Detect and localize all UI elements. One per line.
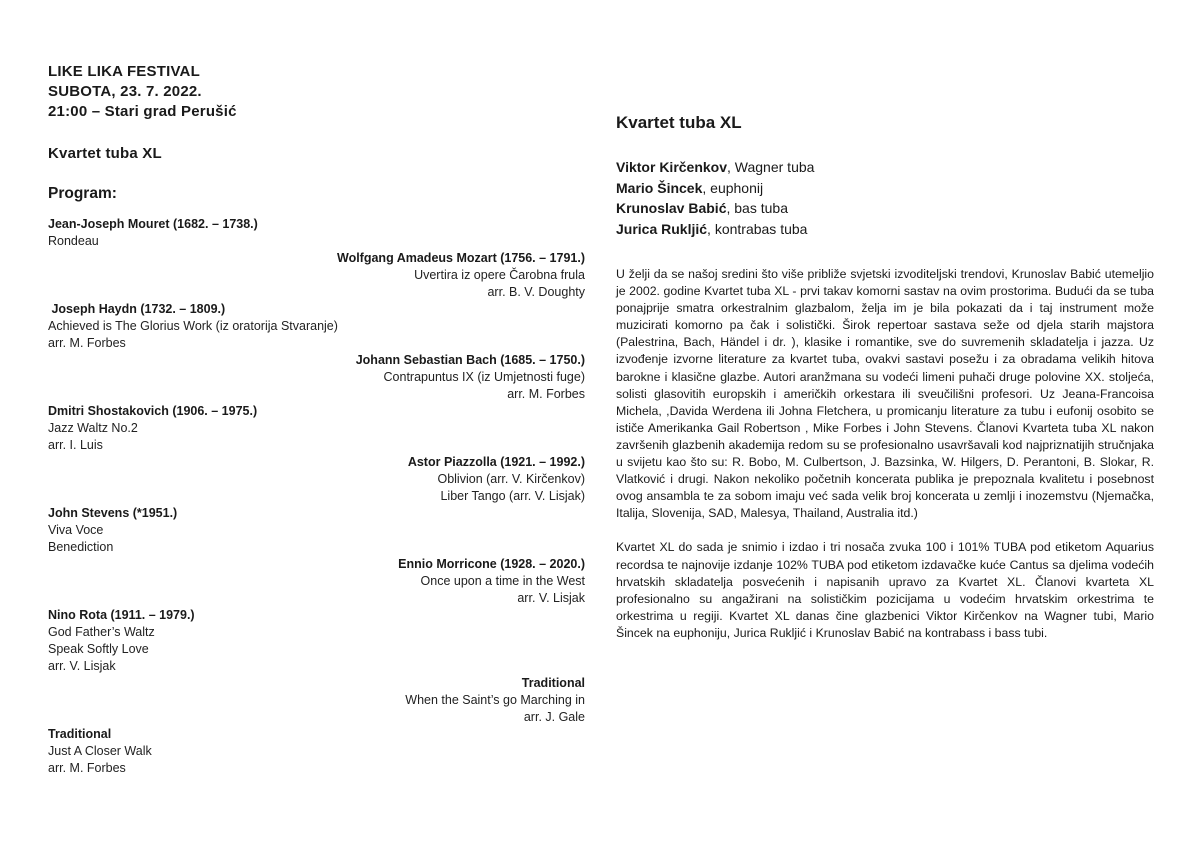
piece: Speak Softly Love xyxy=(48,642,149,656)
concert-time-place: 21:00 – Stari grad Perušić xyxy=(48,103,237,120)
composer: Jean-Joseph Mouret (1682. – 1738.) xyxy=(48,217,258,231)
member-role: , kontrabas tuba xyxy=(707,220,808,237)
program-item xyxy=(48,607,585,675)
piece: Uvertira iz opere Čarobna frula xyxy=(414,268,585,282)
member-item xyxy=(616,157,1154,178)
arranger: arr. M. Forbes xyxy=(507,387,585,401)
bio-paragraph-2: Kvartet XL do sada je snimio i izdao i tri nosača zvuka 100 i 101% TUBA pod etiketom Aquarius recordsa te najnovije izdanje 102% TUBA pod etiketom izdavačke kuće Cantus sa djelima vodećih hrvatskih skladatelja posvećenih i napisanih upravo za Kvartet XL. Članovi kvarteta XL profesionalno su angažirani na solističkim pozicijama u vodećim hrvatskim orkestrima te orkestrima u regiji. Kvartet XL danas čine glazbenici Viktor Kirčenkov na Wagner tubi, Mario Šincek na euphoniju, Jurica Rukljić i Krunoslav Babić na kontrabass i bass tubi. xyxy=(616,540,1154,640)
composer: Astor Piazzolla (1921. – 1992.) xyxy=(407,455,585,469)
composer: John Stevens (*1951.) xyxy=(48,506,178,520)
program-item xyxy=(48,454,585,505)
composer: Traditional xyxy=(521,676,585,690)
piece: Rondeau xyxy=(48,234,99,248)
piece: Viva Voce xyxy=(48,523,104,537)
piece: When the Saint’s go Marching in xyxy=(405,693,585,707)
arranger: arr. M. Forbes xyxy=(48,761,126,775)
member-item xyxy=(616,198,1154,219)
program-item xyxy=(48,216,585,250)
concert-date: SUBOTA, 23. 7. 2022. xyxy=(48,83,202,100)
piece: Oblivion (arr. V. Kirčenkov) xyxy=(437,472,585,486)
piece: Once upon a time in the West xyxy=(420,574,585,588)
program-column xyxy=(48,62,585,777)
program-item xyxy=(48,403,585,454)
program-item xyxy=(48,675,585,726)
member-name: Krunoslav Babić xyxy=(616,200,727,216)
piece: Achieved is The Glorius Work (iz oratorija Stvaranje) xyxy=(48,319,338,333)
program-item xyxy=(48,556,585,607)
composer: Ennio Morricone (1928. – 2020.) xyxy=(398,557,585,571)
program-item xyxy=(48,250,585,301)
bio-paragraph-1: U želji da se našoj sredini što više približe svjetski izvoditeljski trendovi, Krunoslav Babić utemeljio je 2002. godine Kvartet tuba XL - prvi takav komorni sastav na ovim prostorima. Budući da se tuba ponajprije smatra orkestralnim glazbalom, želja im je bila pokazati da i taj instrument može muzicirati komorno pa čak i solistički. Širok repertoar sastava seže od djela starih majstora (Palestrina, Bach, Händel i dr. ), klasike i romantike, sve do suvremenih skladatelja i jazza. Uz izvođenje izvorne literature za kvartet tuba, ovakvi sastavi posežu i za obradama velikih hitova barokne i klasične glazbe. Autori aranžmana su vodeći limeni puhači druge polovine XX. stoljeća, solisti glasovitih europskih i američkih orkestara ili sveučilišni profesori. Uz Jeana-Francoisa Michela, ,Davida Werdena ili Johna Fletchera, u promicanju literature za tubu i eufonij osobito se ističe Amerikanka Gail Robertson , Mike Forbes i John Stevens. Članovi Kvarteta tuba XL nakon završenih glazbenih akademija redom su se profesionalno usavršavali kod najpriznatijih stručnjaka u svijetu kao što su: R. Bobo, M. Culbertson, J. Bazsinka, W. Hilgers, D. Perantoni, B. Slokar, R. Vlatković i drugi. Nakon nekoliko početnih koncerata publika je prepoznala kvalitetu i posebnost ovog ansambla te za sobom imaju već sada velik broj koncerata u zemlji i inozemstvu (Njemačka, Italija, Slovenija, SAD, Malesya, Thailand, Australia itd.) xyxy=(616,267,1154,521)
arranger: arr. I. Luis xyxy=(48,438,103,452)
member-name: Mario Šincek xyxy=(616,179,703,196)
piece: Contrapuntus IX (iz Umjetnosti fuge) xyxy=(383,370,585,384)
member-item xyxy=(616,178,1154,199)
composer: Nino Rota (1911. – 1979.) xyxy=(48,608,195,622)
piece: Benediction xyxy=(48,540,114,554)
piece: Just A Closer Walk xyxy=(48,744,152,758)
bio-title: Kvartet tuba XL xyxy=(616,113,742,132)
arranger: arr. M. Forbes xyxy=(48,336,126,350)
composer: Johann Sebastian Bach (1685. – 1750.) xyxy=(355,353,585,367)
ensemble-name: Kvartet tuba XL xyxy=(48,145,162,162)
member-role: , bas tuba xyxy=(726,200,788,216)
member-name: Jurica Rukljić xyxy=(616,220,708,237)
member-role: , Wagner tuba xyxy=(727,159,815,175)
composer: Traditional xyxy=(48,727,112,741)
program-list xyxy=(48,216,585,777)
composer: Dmitri Shostakovich (1906. – 1975.) xyxy=(48,404,258,418)
arranger: arr. V. Lisjak xyxy=(517,591,585,605)
bio-column xyxy=(616,112,1154,642)
program-item xyxy=(48,726,585,777)
program-title: Program: xyxy=(48,185,117,202)
piece: Jazz Waltz No.2 xyxy=(48,421,138,435)
program-item xyxy=(48,352,585,403)
festival-name: LIKE LIKA FESTIVAL xyxy=(48,63,200,80)
piece: God Father’s Waltz xyxy=(48,625,155,639)
member-item xyxy=(616,219,1154,240)
arranger: arr. V. Lisjak xyxy=(48,659,116,673)
composer: Joseph Haydn (1732. – 1809.) xyxy=(48,302,226,316)
member-list xyxy=(616,157,1154,239)
composer: Wolfgang Amadeus Mozart (1756. – 1791.) xyxy=(337,251,585,265)
program-item xyxy=(48,505,585,556)
member-role: , euphonij xyxy=(702,179,764,196)
arranger: arr. J. Gale xyxy=(523,710,585,724)
piece: Liber Tango (arr. V. Lisjak) xyxy=(440,489,585,503)
program-item xyxy=(48,301,585,352)
member-name: Viktor Kirčenkov xyxy=(616,159,728,175)
arranger: arr. B. V. Doughty xyxy=(487,285,585,299)
